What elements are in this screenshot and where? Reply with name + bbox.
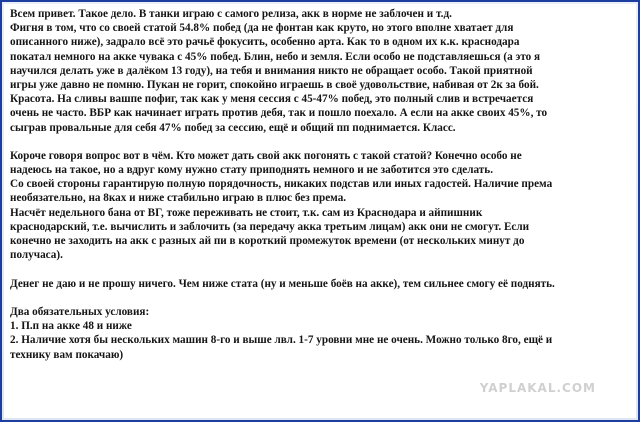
paragraph bbox=[10, 149, 636, 263]
text-line: Денег не даю и не прошу ничего. Чем ниже стата (ну и меньше боёв на акке), тем сильнее смогу её поднять. bbox=[10, 277, 555, 290]
text-line: сыграв провальные для себя 47% побед за сессию, ещё и общий пп поднимается. Класс. bbox=[10, 121, 456, 134]
post-text bbox=[10, 7, 636, 362]
text-line: конечно не заходить на акк с разных ай пи в короткий промежуток времени (от нескольких минут до bbox=[10, 235, 525, 247]
text-line: Со своей стороны гарантирую полную порядочность, никаких подстав или иных гадостей. Наличие према bbox=[10, 178, 553, 191]
text-line: получаса). bbox=[10, 249, 63, 262]
text-line: описанного ниже), задрало всё это рачьё фокусить, особенно арта. Как то в одном их к.к. краснодара bbox=[10, 36, 520, 49]
paragraph-gap bbox=[10, 135, 636, 149]
paragraph-gap bbox=[10, 262, 636, 276]
text-line: очень не часто. ВБР как начинает играть против дебя, так и пошло поехало. А если на акке своих 45%, то bbox=[10, 107, 548, 120]
text-line: необязательно, на 8ках и ниже стабильно играю в плюс без према. bbox=[10, 192, 347, 205]
text-line: краснодарский, т.е. вычислить и заблочить (за передачу акка третьим лицам) акк они не смогут. Если bbox=[10, 220, 530, 233]
text-line: 1. П.п на акке 48 и ниже bbox=[10, 320, 132, 333]
text-line: Фигня в том, что со своей статой 54.8% побед (да не фонтан как круто, но этого вполне хватает для bbox=[10, 22, 514, 35]
text-line: Короче говоря вопрос вот в чём. Кто может дать свой акк погонять с такой статой? Конечно особо не bbox=[10, 149, 522, 162]
text-line: Насчёт недельного бана от ВГ, тоже переживать не стоит, т.к. сам из Краснодара и айпишник bbox=[10, 206, 483, 219]
paragraph bbox=[10, 277, 636, 291]
text-line: покатал немного на акке чувака с 45% побед. Блин, небо и земля. Если особо не подставляешься (а это я bbox=[10, 50, 541, 63]
site-watermark: YAPLAKAL.COM bbox=[479, 381, 596, 395]
text-line: Красота. На сливы вашпе пофиг, так как у меня сессия с 45-47% побед, это полный слив и встречается bbox=[10, 93, 534, 106]
text-line: игры уже давно не помню. Пукан не горит, спокойно играешь в своё удовольствие, набивая от 2к за бой. bbox=[10, 78, 539, 91]
paragraph bbox=[10, 7, 636, 135]
text-page bbox=[4, 4, 636, 418]
text-line: надеюсь на такое, но а вдруг кому нужно стату приподнять немного и не заботится это сделать. bbox=[10, 164, 494, 177]
text-line: 2. Наличие хотя бы нескольких машин 8-го и выше лвл. 1-7 уровни мне не очень. Можно только 8го, ещё и bbox=[10, 334, 553, 347]
text-line: научился делать уже в далёком 13 году), на тебя и внимания никто не обращает особо. Такой приятной bbox=[10, 64, 533, 77]
text-line: Два обязательных условия: bbox=[10, 305, 150, 318]
paragraph bbox=[10, 305, 636, 362]
text-line: технику вам покачаю) bbox=[10, 348, 124, 361]
text-line: Всем привет. Такое дело. В танки играю с самого релиза, акк в норме не заблочен и т.д. bbox=[10, 8, 452, 20]
paragraph-gap bbox=[10, 291, 636, 305]
